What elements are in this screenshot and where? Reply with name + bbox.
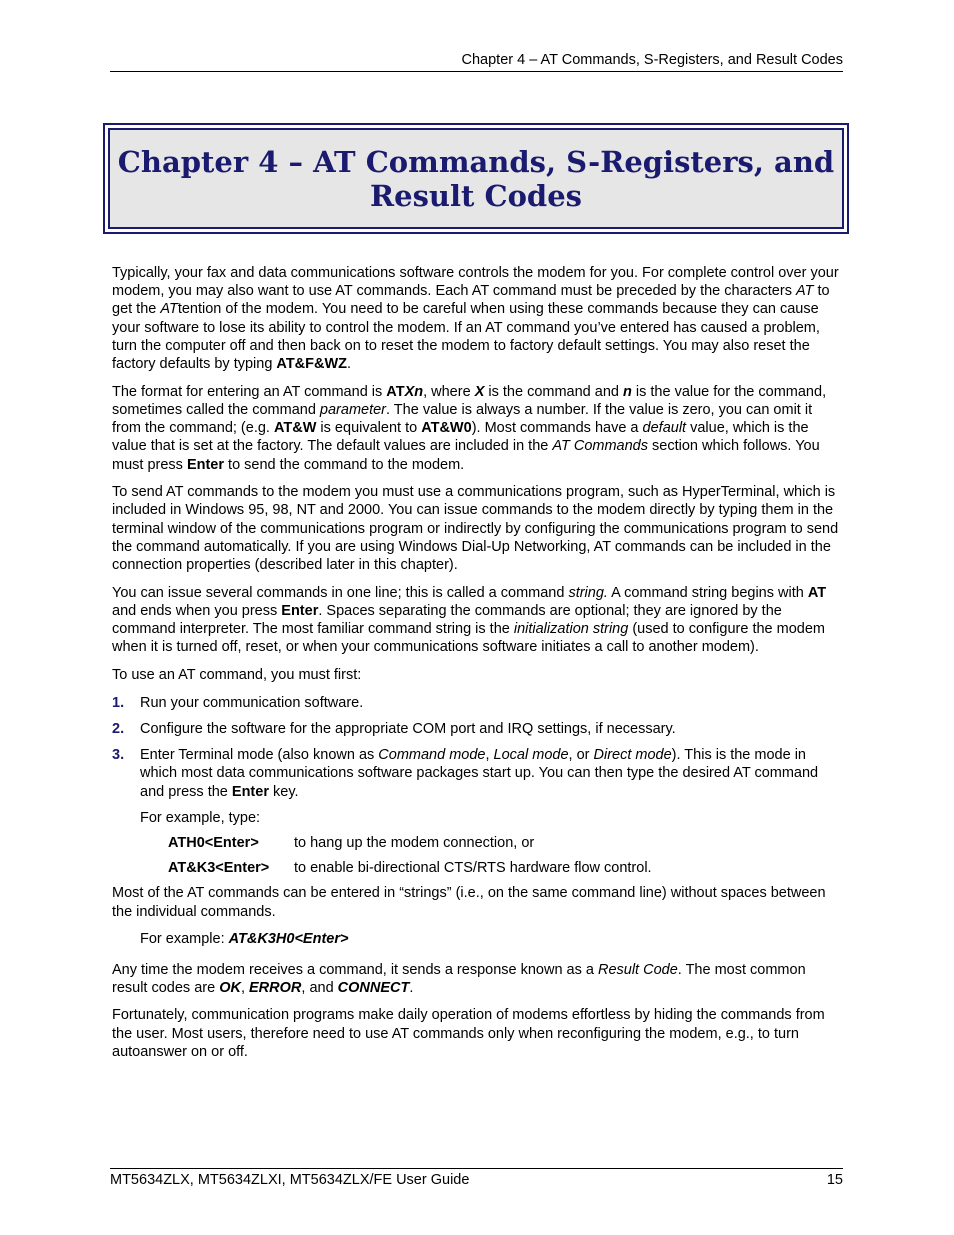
list-item xyxy=(112,694,844,712)
paragraph-string xyxy=(112,584,844,657)
page-number: 15 xyxy=(826,1172,843,1188)
example-intro: For example, type: xyxy=(140,809,261,826)
step-text: Enter Terminal mode (also known as xyxy=(140,747,379,764)
step-number: 2. xyxy=(112,720,125,737)
text: ). Most commands have a xyxy=(471,420,643,437)
step-text: ). This is the mode in which most data communications software packages start up. You can then type the desired AT command and press the xyxy=(140,747,819,800)
result-code-ok: OK xyxy=(219,979,241,996)
step-text: Configure the software for the appropriate COM port and IRQ settings, if necessary. xyxy=(140,720,676,737)
list-item xyxy=(112,746,844,801)
bold-italic-text: Xn xyxy=(404,383,424,400)
bold-command: AT xyxy=(807,584,827,601)
paragraph-result-codes xyxy=(112,961,844,997)
text: . The most common result codes are xyxy=(112,961,806,996)
text: and ends when you press xyxy=(112,602,282,619)
text: Typically, your fax and data communications software controls the modem for you. For complete control over your modem, you may also want to use AT commands. Each AT command must be preceded by the characters xyxy=(112,265,839,300)
text: The format for entering an AT command is xyxy=(112,383,387,400)
bold-command: AT&W0 xyxy=(421,420,472,437)
example-row xyxy=(112,834,844,852)
italic-text: Direct mode xyxy=(593,747,672,764)
paragraph-steps-intro: To use an AT command, you must first: xyxy=(112,667,362,684)
chapter-title-box xyxy=(103,123,849,234)
example-row xyxy=(112,859,844,877)
text: . xyxy=(347,356,352,373)
body-content xyxy=(112,264,844,1071)
bold-command: AT&F&WZ xyxy=(276,356,348,373)
text: (used to configure the modem when it is turned off, reset, or when your communications software initiates a call to another modem). xyxy=(112,621,825,656)
step-number: 3. xyxy=(112,747,125,764)
paragraph-programs: To send AT commands to the modem you must use a communications program, such as HyperTerminal, which is included in Windows 95, 98, NT and 2000. You can issue commands to the modem directly by typing them in the terminal window of the communications program or indirectly by configuring the communications program to send the command automatically. If you are using Windows Dial-Up Networking, AT commands can be included in the connection properties (described later in this chapter). xyxy=(112,484,839,574)
text: is the command and xyxy=(484,383,623,400)
step-text: key. xyxy=(268,783,299,800)
text: A command string begins with xyxy=(607,584,808,601)
step-text: , or xyxy=(568,747,594,764)
running-footer xyxy=(110,1168,843,1188)
text: , and xyxy=(301,979,338,996)
paragraph-strings: Most of the AT commands can be entered in “strings” (i.e., on the same command line) without spaces between the individual commands. xyxy=(112,885,826,920)
bold-italic-command: AT&K3H0<Enter> xyxy=(228,931,349,948)
bold-command: AT&W xyxy=(273,420,317,437)
chapter-title-inner xyxy=(108,128,844,229)
text: to send the command to the modem. xyxy=(224,456,465,473)
step-number: 1. xyxy=(112,694,125,711)
text: , xyxy=(240,979,250,996)
text: You can issue several commands in one line; this is called a command xyxy=(112,584,569,601)
example-string xyxy=(112,930,844,948)
text: . xyxy=(409,979,414,996)
italic-text: AT Commands xyxy=(552,438,648,455)
text: . Spaces separating the commands are optional; they are ignored by the command interpreter. The most familiar command string is the xyxy=(112,602,782,638)
text: is equivalent to xyxy=(316,420,422,437)
example-description: to hang up the modem connection, or xyxy=(294,834,535,851)
footer-guide-title: MT5634ZLX, MT5634ZLXI, MT5634ZLX/FE User Guide xyxy=(110,1172,470,1188)
italic-text: initialization string xyxy=(513,621,629,638)
text: Any time the modem receives a command, it sends a response known as a xyxy=(112,961,598,978)
bold-italic-text: n xyxy=(623,383,632,400)
example-command: ATH0<Enter> xyxy=(168,834,259,851)
italic-text: Local mode xyxy=(493,747,569,764)
text: tention of the modem. You need to be careful when using these commands because they can cause your software to lose its ability to control the modem. If an AT command you’ve entered has caused a problem, turn the computer off and then back on to reset the modem to factory default settings. You may also reset the factory defaults by typing xyxy=(112,301,820,373)
bold-command: AT xyxy=(386,383,405,400)
text: is the value for the command, sometimes called the command xyxy=(112,383,827,418)
running-header: Chapter 4 – AT Commands, S-Registers, and Result Codes xyxy=(110,52,843,72)
bold-italic-text: X xyxy=(474,383,485,400)
italic-text: AT xyxy=(795,283,814,300)
result-code-connect: CONNECT xyxy=(337,979,410,996)
italic-text: default xyxy=(642,420,687,437)
italic-text: AT xyxy=(160,301,178,318)
paragraph-closing: Fortunately, communication programs make daily operation of modems effortless by hiding the commands from the user. Most users, therefore need to use AT commands only when reconfiguring the modem, e.g., to turn autoanswer on or off. xyxy=(112,1007,825,1060)
text: to get the xyxy=(112,283,830,318)
text: For example: xyxy=(140,931,229,948)
step-text: Run your communication software. xyxy=(140,694,364,711)
text: section which follows. You must press xyxy=(112,438,820,473)
bold-key: Enter xyxy=(186,456,225,473)
bold-key: Enter xyxy=(281,602,319,619)
bold-key: Enter xyxy=(231,783,269,800)
list-item xyxy=(112,720,844,738)
paragraph-format xyxy=(112,383,844,474)
text: value, which is the value that is set at the factory. The default values are included in the xyxy=(112,420,809,455)
italic-text: string. xyxy=(568,584,608,601)
chapter-title: Chapter 4 – AT Commands, S-Registers, and Result Codes xyxy=(117,144,835,213)
italic-text: parameter xyxy=(319,401,387,418)
text: . The value is always a number. If the value is zero, you can omit it from the command; (e.g. xyxy=(112,401,813,437)
steps-list xyxy=(112,694,844,801)
italic-text: Result Code xyxy=(597,961,678,978)
italic-text: Command mode xyxy=(378,747,486,764)
example-command: AT&K3<Enter> xyxy=(168,860,270,877)
paragraph-intro xyxy=(112,264,844,373)
text: , where xyxy=(423,383,475,400)
result-code-error: ERROR xyxy=(249,979,302,996)
step-text: , xyxy=(485,747,494,764)
example-description: to enable bi-directional CTS/RTS hardware flow control. xyxy=(294,860,652,877)
